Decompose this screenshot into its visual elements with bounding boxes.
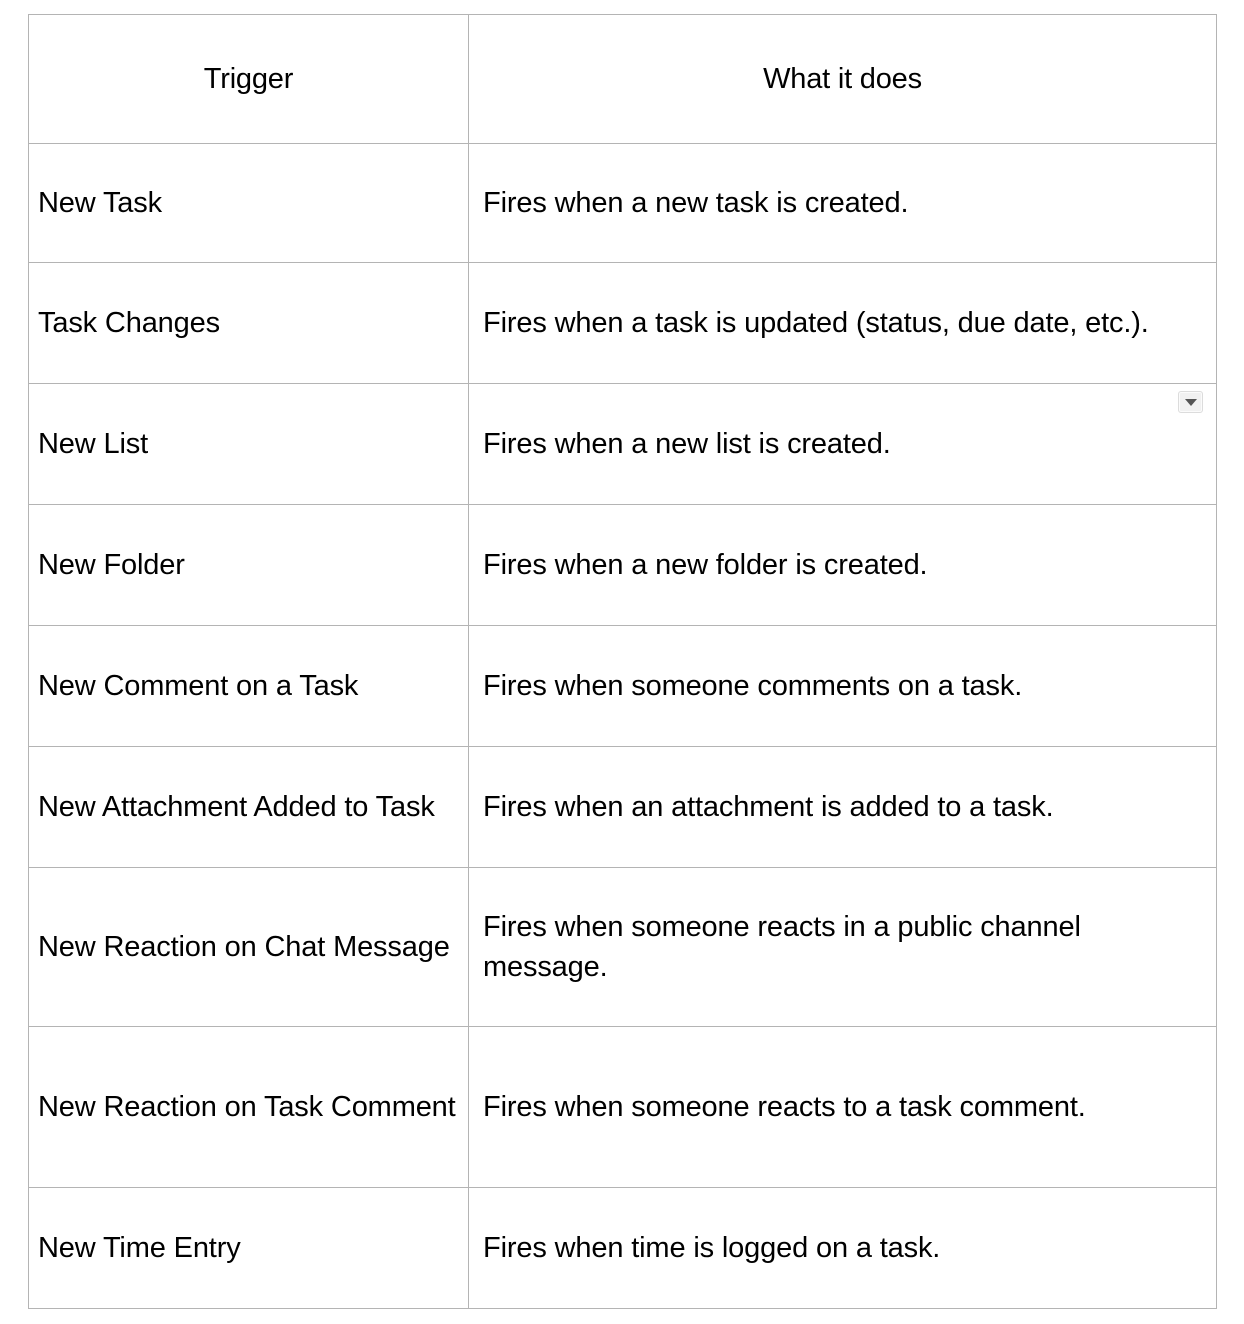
cell-trigger-description: Fires when someone reacts to a task comment. [469,1027,1217,1188]
table-row [29,747,1217,868]
cell-trigger-name: New Time Entry [29,1188,469,1309]
cell-trigger-name: New Reaction on Chat Message [29,868,469,1027]
table-row [29,144,1217,263]
cell-trigger-name: New Attachment Added to Task [29,747,469,868]
table-body [29,144,1217,1309]
table-row [29,263,1217,384]
table-row [29,1188,1217,1309]
cell-trigger-name: Task Changes [29,263,469,384]
chevron-down-icon [1185,399,1197,406]
cell-trigger-description: Fires when time is logged on a task. [469,1188,1217,1309]
cell-trigger-description: Fires when someone comments on a task. [469,626,1217,747]
cell-trigger-name: New Task [29,144,469,263]
cell-trigger-description: Fires when a new task is created. [469,144,1217,263]
table-header-row [29,15,1217,144]
cell-trigger-description: Fires when a task is updated (status, due date, etc.). [469,263,1217,384]
table-row [29,868,1217,1027]
table-row [29,1027,1217,1188]
table-row [29,384,1217,505]
column-header-what-it-does: What it does [469,15,1217,144]
table-row [29,626,1217,747]
cell-trigger-name: New List [29,384,469,505]
table-row [29,505,1217,626]
chevron-down-dropdown-button[interactable] [1178,391,1203,413]
cell-trigger-name: New Reaction on Task Comment [29,1027,469,1188]
cell-trigger-description: Fires when an attachment is added to a task. [469,747,1217,868]
triggers-table [28,14,1217,1309]
column-header-trigger: Trigger [29,15,469,144]
cell-trigger-description: Fires when a new list is created. [469,384,1217,505]
cell-trigger-description: Fires when someone reacts in a public channel message. [469,868,1217,1027]
cell-trigger-description: Fires when a new folder is created. [469,505,1217,626]
table-header [29,15,1217,144]
cell-trigger-name: New Comment on a Task [29,626,469,747]
cell-trigger-name: New Folder [29,505,469,626]
